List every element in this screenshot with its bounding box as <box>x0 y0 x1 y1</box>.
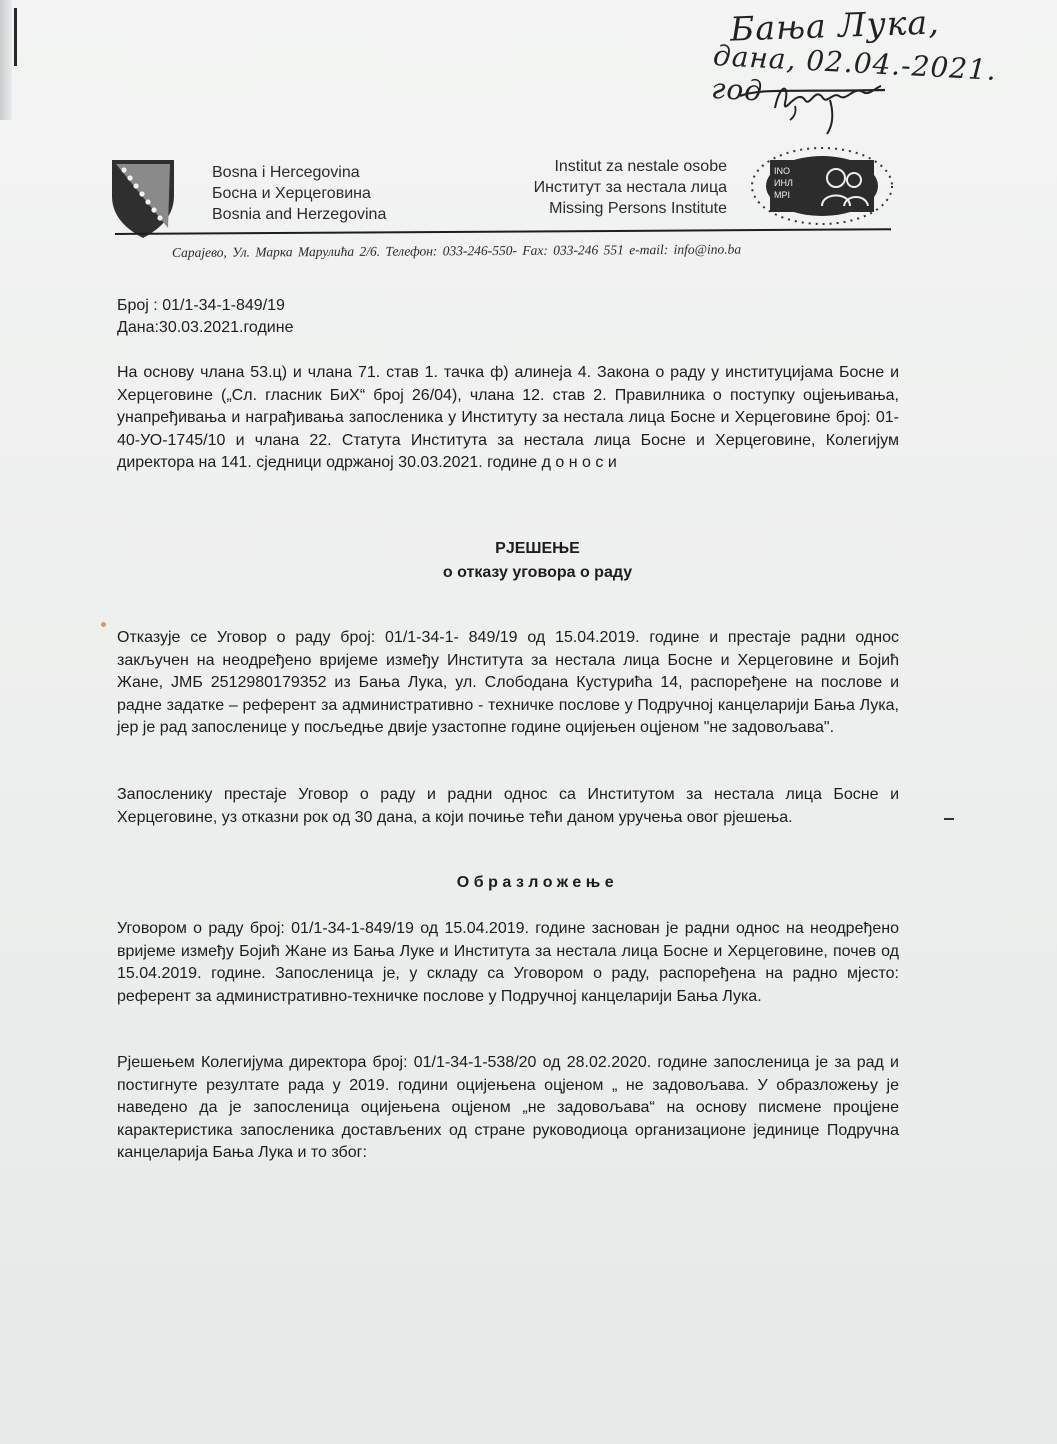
document-date: Дана:30.03.2021.године <box>117 319 294 336</box>
preamble-paragraph: На основу члана 53.ц) и члана 71. став 1. тачка ф) алинеја 4. Закона о раду у институцијама Босне и Херцеговине („Сл. гласник БиХ“ број 26/04), члана 12. став 2. Правилника о поступку оцјењивања, унапређивања и награђивања запосленика у Институту за нестала лица Босне и Херцеговине број: 01-40-УО-1745/10 и члана 22. Статута Института за нестала лица Босне и Херцеговине, Колегијум директора на 141. сједници одржаној 30.03.2021. године д о н о с и <box>117 364 899 472</box>
logo-text-mpi: MPI <box>774 190 791 200</box>
header-divider <box>115 228 891 235</box>
institute-address: Сарајево, Ул. Марка Марулића 2/6. Телефон: 033-246-550- Fax: 033-246 551 e-mail: info@ino.ba <box>171 241 742 260</box>
handwritten-place: Бања Лука, <box>729 2 941 49</box>
document-title: РЈЕШЕЊЕ <box>495 540 580 557</box>
reasoning-paragraph-1: Уговором о раду број: 01/1-34-1-849/19 од 15.04.2019. године заснован је радни однос на неодређено вријеме између Бојић Жане из Бања Луке и Института за нестала лица Босне и Херцеговине, почев од 15.04.2019. године. Запосленица је, у складу са Уговором о раду, распоређена на радно мјесто: референт за административно-техничке послове у Подручној канцеларији Бања Лука. <box>117 920 899 1005</box>
reasoning-heading: Образложење <box>456 874 619 891</box>
reference-number: Број : 01/1-34-1-849/19 <box>117 297 285 314</box>
handwritten-signature <box>735 78 895 138</box>
reasoning-paragraph-2: Рјешењем Колегијума директора број: 01/1-34-1-538/20 од 28.02.2020. године запосленица је за рад и постигнуте резултате рада у 2019. години оцијењена оцјеном „ не задовољава. У образложењу је наведено да је запосленица оцијењена оцјеном „не задовољава“ на основу писмене процјене карактеристика запосленика достављених од стране руководиоца организационе јединице Подручна канцеларија Бања Лука и то због: <box>117 1054 899 1162</box>
institute-name-en: Missing Persons Institute <box>549 200 727 217</box>
pen-mark <box>101 622 106 627</box>
bih-coat-of-arms-icon <box>110 158 176 240</box>
country-name-en: Bosnia and Herzegovina <box>212 206 387 223</box>
logo-text-inl: ИНЛ <box>774 178 793 188</box>
logo-text-ino: INO <box>774 166 791 176</box>
staple-mark <box>14 8 17 66</box>
institute-name-sr: Институт за нестала лица <box>533 179 727 196</box>
country-name-block <box>212 162 386 225</box>
page-edge-shadow <box>0 0 12 120</box>
document-subtitle: о отказу уговора о раду <box>442 564 633 581</box>
ino-logo-icon <box>748 144 896 228</box>
decision-paragraph-2: Запосленику престаје Уговор о раду и радни однос са Институтом за нестала лица Босне и Херцеговине, уз отказни рок од 30 дана, а који почиње тећи даном уручења овог рјешења. <box>117 786 899 826</box>
institute-name-bs: Institut za nestale osobe <box>554 158 727 175</box>
handwritten-date: дана, 02.04.-2021. год <box>710 39 998 108</box>
margin-dash <box>944 818 954 820</box>
decision-paragraph-1: Отказује се Уговор о раду број: 01/1-34-1- 849/19 од 15.04.2019. године и престаје радни однос закључен на неодређено вријеме између Института за нестала лица Босне и Херцеговине и Бојић Жане, ЈМБ 2512980179352 из Бања Лука, ул. Слободана Кустурића 14, распоређене на послове и радне задатке – референт за административно - техничке послове у Подручној канцеларији Бања Лука, јер је рад запосленице у посљедње двије узастопне године оцијењен оцјеном "не задовољава". <box>117 629 899 737</box>
institute-name-block <box>480 156 727 219</box>
country-name-bs: Bosna i Hercegovina <box>212 164 360 181</box>
country-name-sr: Босна и Херцеговина <box>212 185 371 202</box>
